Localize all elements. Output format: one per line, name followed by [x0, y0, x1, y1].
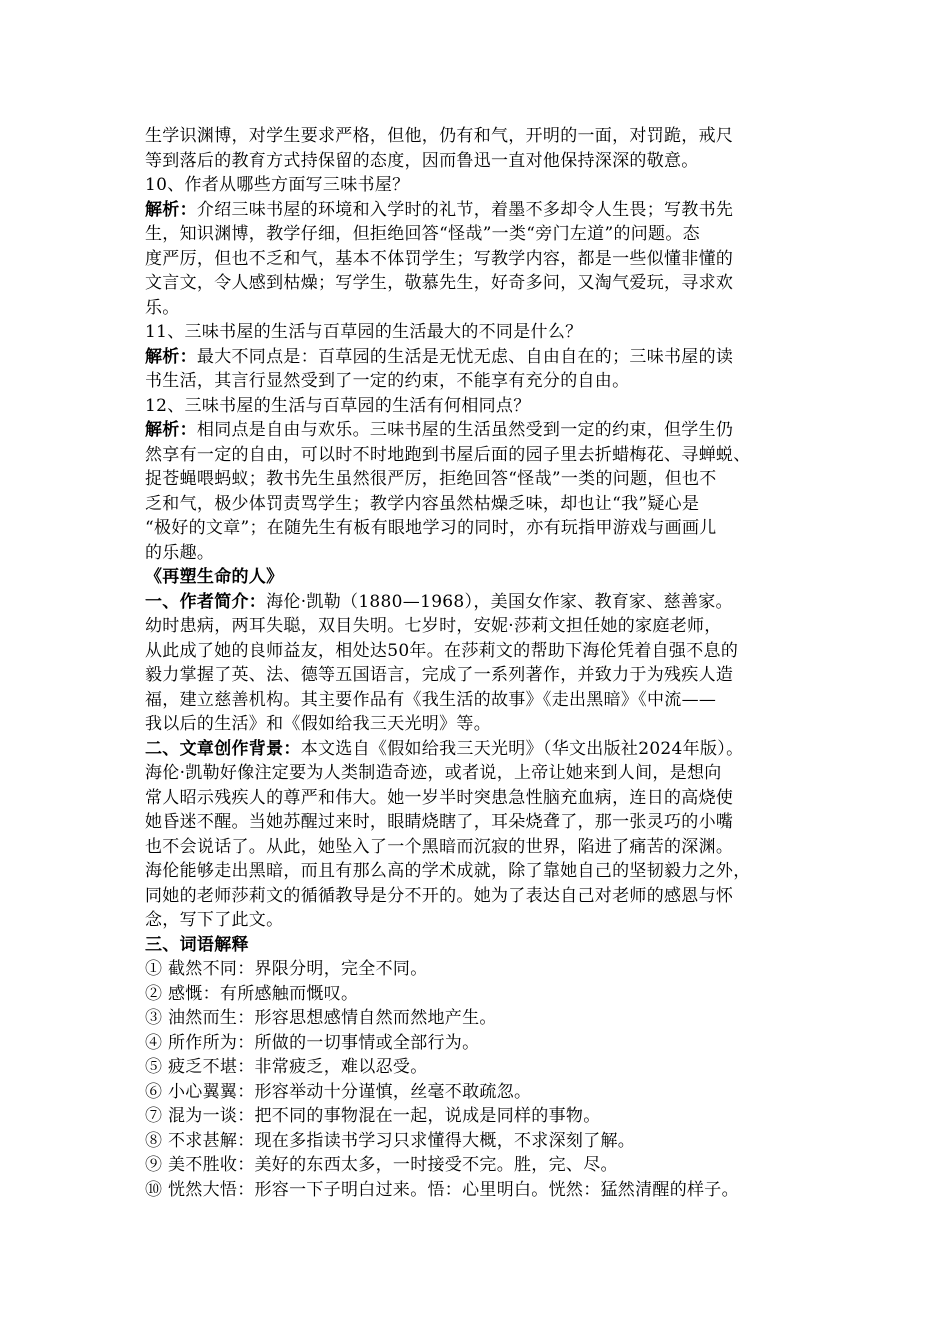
- vocab-item: ⑦ 混为一谈：把不同的事物混在一起，说成是同样的事物。: [145, 1106, 601, 1126]
- answer-text: 介绍三味书屋的环境和入学时的礼节，着墨不多却令人生畏；写教书先: [196, 199, 734, 220]
- vocab-item: ③ 油然而生：形容思想感情自然而然地产生。: [145, 1008, 497, 1028]
- author-line-6: 我以后的生活》和《假如给我三天光明》等。: [145, 714, 491, 734]
- section-title: 《再塑生命的人》: [145, 567, 284, 587]
- answer-10-line-3: 度严厉，但也不乏和气，基本不体罚学生；写教学内容，都是一些似懂非懂的: [145, 248, 734, 269]
- question-11: 11、三味书屋的生活与百草园的生活最大的不同是什么？: [145, 322, 583, 342]
- document-page: [145, 124, 815, 1202]
- answer-10-line-1: [145, 198, 815, 223]
- answer-label: 解析：: [145, 199, 197, 220]
- vocab-item: ⑥ 小心翼翼：形容举动十分谨慎，丝毫不敢疏忽。: [145, 1081, 532, 1102]
- vocab-heading: 三、词语解释: [145, 934, 249, 955]
- background-line-8: 念，写下了此文。: [145, 910, 284, 930]
- author-line-5: 福，建立慈善机构。其主要作品有《我生活的故事》《走出黑暗》《中流——: [145, 689, 717, 710]
- vocab-item: ② 感慨：有所感触而慨叹。: [145, 983, 359, 1004]
- vocab-item: ④ 所作所为：所做的一切事情或全部行为。: [145, 1032, 480, 1053]
- author-line-3: 从此成了她的良师益友，相处达50年。在莎莉文的帮助下海伦凭着自强不息的: [145, 640, 739, 661]
- author-line-4: 毅力掌握了英、法、德等五国语言，完成了一系列著作，并致力于为残疾人造: [145, 665, 734, 685]
- intro-line-2: 等到落后的教育方式持保留的态度，因而鲁迅一直对他保持深深的敬意。: [145, 150, 699, 171]
- background-line-1: [145, 737, 815, 762]
- answer-12-line-5: “极好的文章”；在随先生有板有眼地学习的同时，亦有玩指甲游戏与画画儿: [145, 518, 717, 538]
- answer-12-line-2: 然享有一定的自由，可以时不时地跑到书屋后面的园子里去折蜡梅花、寻蝉蜕、: [145, 444, 751, 465]
- vocab-item: ⑨ 美不胜收：美好的东西太多，一时接受不完。胜，完、尽。: [145, 1155, 618, 1175]
- background-line-4: 她昏迷不醒。当她苏醒过来时，眼睛烧瞎了，耳朵烧聋了，那一张灵巧的小嘴: [145, 812, 734, 832]
- background-line-2: 海伦·凯勒好像注定要为人类制造奇迹，或者说，上帝让她来到人间，是想向: [145, 763, 722, 783]
- answer-12-line-4: 乏和气，极少体罚责骂学生；教学内容虽然枯燥乏味，却也让“我”疑心是: [145, 493, 700, 514]
- answer-10-line-4: 文言文，令人感到枯燥；写学生，敬慕先生，好奇多问，又淘气爱玩，寻求欢: [145, 273, 734, 293]
- answer-label: 解析：: [145, 420, 197, 440]
- vocab-item: ① 截然不同：界限分明，完全不同。: [145, 959, 428, 979]
- background-line-6: 海伦能够走出黑暗，而且有那么高的学术成就，除了靠她自己的坚韧毅力之外，: [145, 861, 751, 881]
- author-text: 海伦·凯勒（1880—1968），美国女作家、教育家、慈善家。: [266, 591, 733, 612]
- answer-12-line-6: 的乐趣。: [145, 542, 215, 563]
- background-heading: 二、文章创作背景：: [145, 738, 301, 759]
- background-line-5: 也不会说话了。从此，她坠入了一个黑暗而沉寂的世界，陷进了痛苦的深渊。: [145, 836, 734, 857]
- vocab-item: ⑤ 疲乏不堪：非常疲乏，难以忍受。: [145, 1057, 428, 1077]
- background-line-3: 常人昭示残疾人的尊严和伟大。她一岁半时突患急性脑充血病，连日的高烧使: [145, 787, 734, 808]
- answer-text: 相同点是自由与欢乐。三味书屋的生活虽然受到一定的约束，但学生仍: [196, 420, 734, 440]
- author-heading: 一、作者简介：: [145, 591, 267, 612]
- answer-12-line-3: 捉苍蝇喂蚂蚁；教书先生虽然很严厉，拒绝回答“怪哉”一类的问题，但也不: [145, 469, 717, 489]
- background-text: 本文选自《假如给我三天光明》（华文出版社2024年版）。: [300, 738, 744, 759]
- answer-text: 最大不同点是：百草园的生活是无忧无虑、自由自在的；三味书屋的读: [196, 346, 734, 367]
- vocab-item: ⑧ 不求甚解：现在多指读书学习只求懂得大概，不求深刻了解。: [145, 1130, 636, 1151]
- answer-12-line-1: [145, 418, 815, 443]
- answer-10-line-5: 乐。: [145, 297, 180, 318]
- question-12: 12、三味书屋的生活与百草园的生活有何相同点？: [145, 395, 531, 416]
- intro-line-1: 生学识渊博，对学生要求严格，但他，仍有和气，开明的一面，对罚跪，戒尺: [145, 126, 734, 146]
- author-line-2: 幼时患病，两耳失聪，双目失明。七岁时，安妮·莎莉文担任她的家庭老师，: [145, 616, 722, 636]
- author-line-1: [145, 590, 815, 615]
- answer-10-line-2: 生，知识渊博，教学仔细，但拒绝回答“怪哉”一类“旁门左道”的问题。态: [145, 224, 700, 244]
- answer-label: 解析：: [145, 346, 197, 367]
- answer-11-line-1: [145, 345, 815, 370]
- background-line-7: 同她的老师莎莉文的循循教导是分不开的。她为了表达自己对老师的感恩与怀: [145, 885, 734, 906]
- vocab-item: ⑩ 恍然大悟：形容一下子明白过来。悟：心里明白。恍然：猛然清醒的样子。: [145, 1179, 739, 1200]
- answer-11-line-2: 书生活，其言行显然受到了一定的约束，不能享有充分的自由。: [145, 371, 630, 391]
- question-10: 10、作者从哪些方面写三味书屋？: [145, 175, 410, 195]
